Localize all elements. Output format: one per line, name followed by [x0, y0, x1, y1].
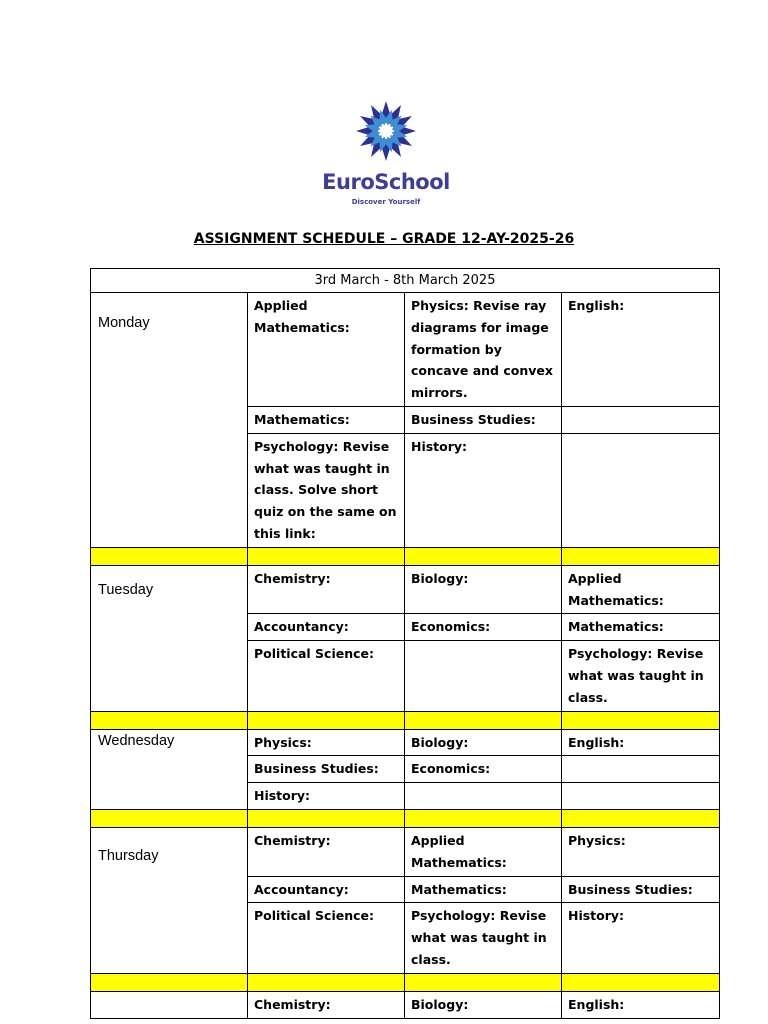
table-cell: [405, 783, 562, 810]
table-cell: Applied Mathematics:: [248, 293, 405, 407]
day-label-thursday: Thursday: [91, 827, 248, 973]
table-cell: Accountancy:: [248, 876, 405, 903]
table-cell: [405, 641, 562, 711]
week-range: 3rd March - 8th March 2025: [91, 269, 720, 293]
week-header-row: [91, 269, 720, 293]
table-cell: Chemistry:: [248, 827, 405, 876]
logo-wordmark: EuroSchool: [322, 170, 450, 194]
table-row: [91, 729, 720, 756]
table-cell: Business Studies:: [405, 406, 562, 433]
table-cell: Political Science:: [248, 903, 405, 973]
day-label-empty: [91, 991, 248, 1018]
table-cell: Political Science:: [248, 641, 405, 711]
table-cell: English:: [562, 991, 720, 1018]
table-cell: Biology:: [405, 991, 562, 1018]
table-cell: Accountancy:: [248, 614, 405, 641]
table-cell: [562, 756, 720, 783]
day-label-monday: Monday: [91, 293, 248, 548]
table-cell: [562, 783, 720, 810]
table-cell: Psychology: Revise what was taught in class.: [562, 641, 720, 711]
separator-row: [91, 711, 720, 729]
table-cell: History:: [405, 433, 562, 547]
table-cell: English:: [562, 293, 720, 407]
table-cell: Mathematics:: [562, 614, 720, 641]
table-row: [91, 565, 720, 614]
table-cell: Applied Mathematics:: [562, 565, 720, 614]
table-cell: Economics:: [405, 614, 562, 641]
table-cell: Mathematics:: [248, 406, 405, 433]
table-cell: Psychology: Revise what was taught in class.: [405, 903, 562, 973]
table-cell: Chemistry:: [248, 565, 405, 614]
table-cell: Physics:: [248, 729, 405, 756]
page-title: ASSIGNMENT SCHEDULE – GRADE 12-AY-2025-26: [193, 231, 575, 247]
table-cell: Applied Mathematics:: [405, 827, 562, 876]
table-cell: Economics:: [405, 756, 562, 783]
separator-row: [91, 973, 720, 991]
table-cell: Business Studies:: [248, 756, 405, 783]
table-cell: Business Studies:: [562, 876, 720, 903]
table-cell: Psychology: Revise what was taught in class. Solve short quiz on the same on this link:: [248, 433, 405, 547]
schedule-table: [90, 268, 720, 1019]
flower-emblem-icon: [316, 96, 456, 172]
table-row: [91, 827, 720, 876]
separator-row: [91, 809, 720, 827]
table-cell: Chemistry:: [248, 991, 405, 1018]
table-cell: History:: [248, 783, 405, 810]
table-cell: Physics: Revise ray diagrams for image formation by concave and convex mirrors.: [405, 293, 562, 407]
table-cell: Mathematics:: [405, 876, 562, 903]
logo-tagline: Discover Yourself: [351, 198, 421, 206]
table-cell: Biology:: [405, 729, 562, 756]
day-label-wednesday: Wednesday: [91, 729, 248, 809]
table-cell: Biology:: [405, 565, 562, 614]
table-row: [91, 293, 720, 407]
table-cell: [562, 406, 720, 433]
euroschool-logo: [316, 96, 456, 222]
table-cell: [562, 433, 720, 547]
table-row: [91, 991, 720, 1018]
table-cell: Physics:: [562, 827, 720, 876]
table-cell: English:: [562, 729, 720, 756]
table-cell: History:: [562, 903, 720, 973]
separator-row: [91, 547, 720, 565]
day-label-tuesday: Tuesday: [91, 565, 248, 711]
